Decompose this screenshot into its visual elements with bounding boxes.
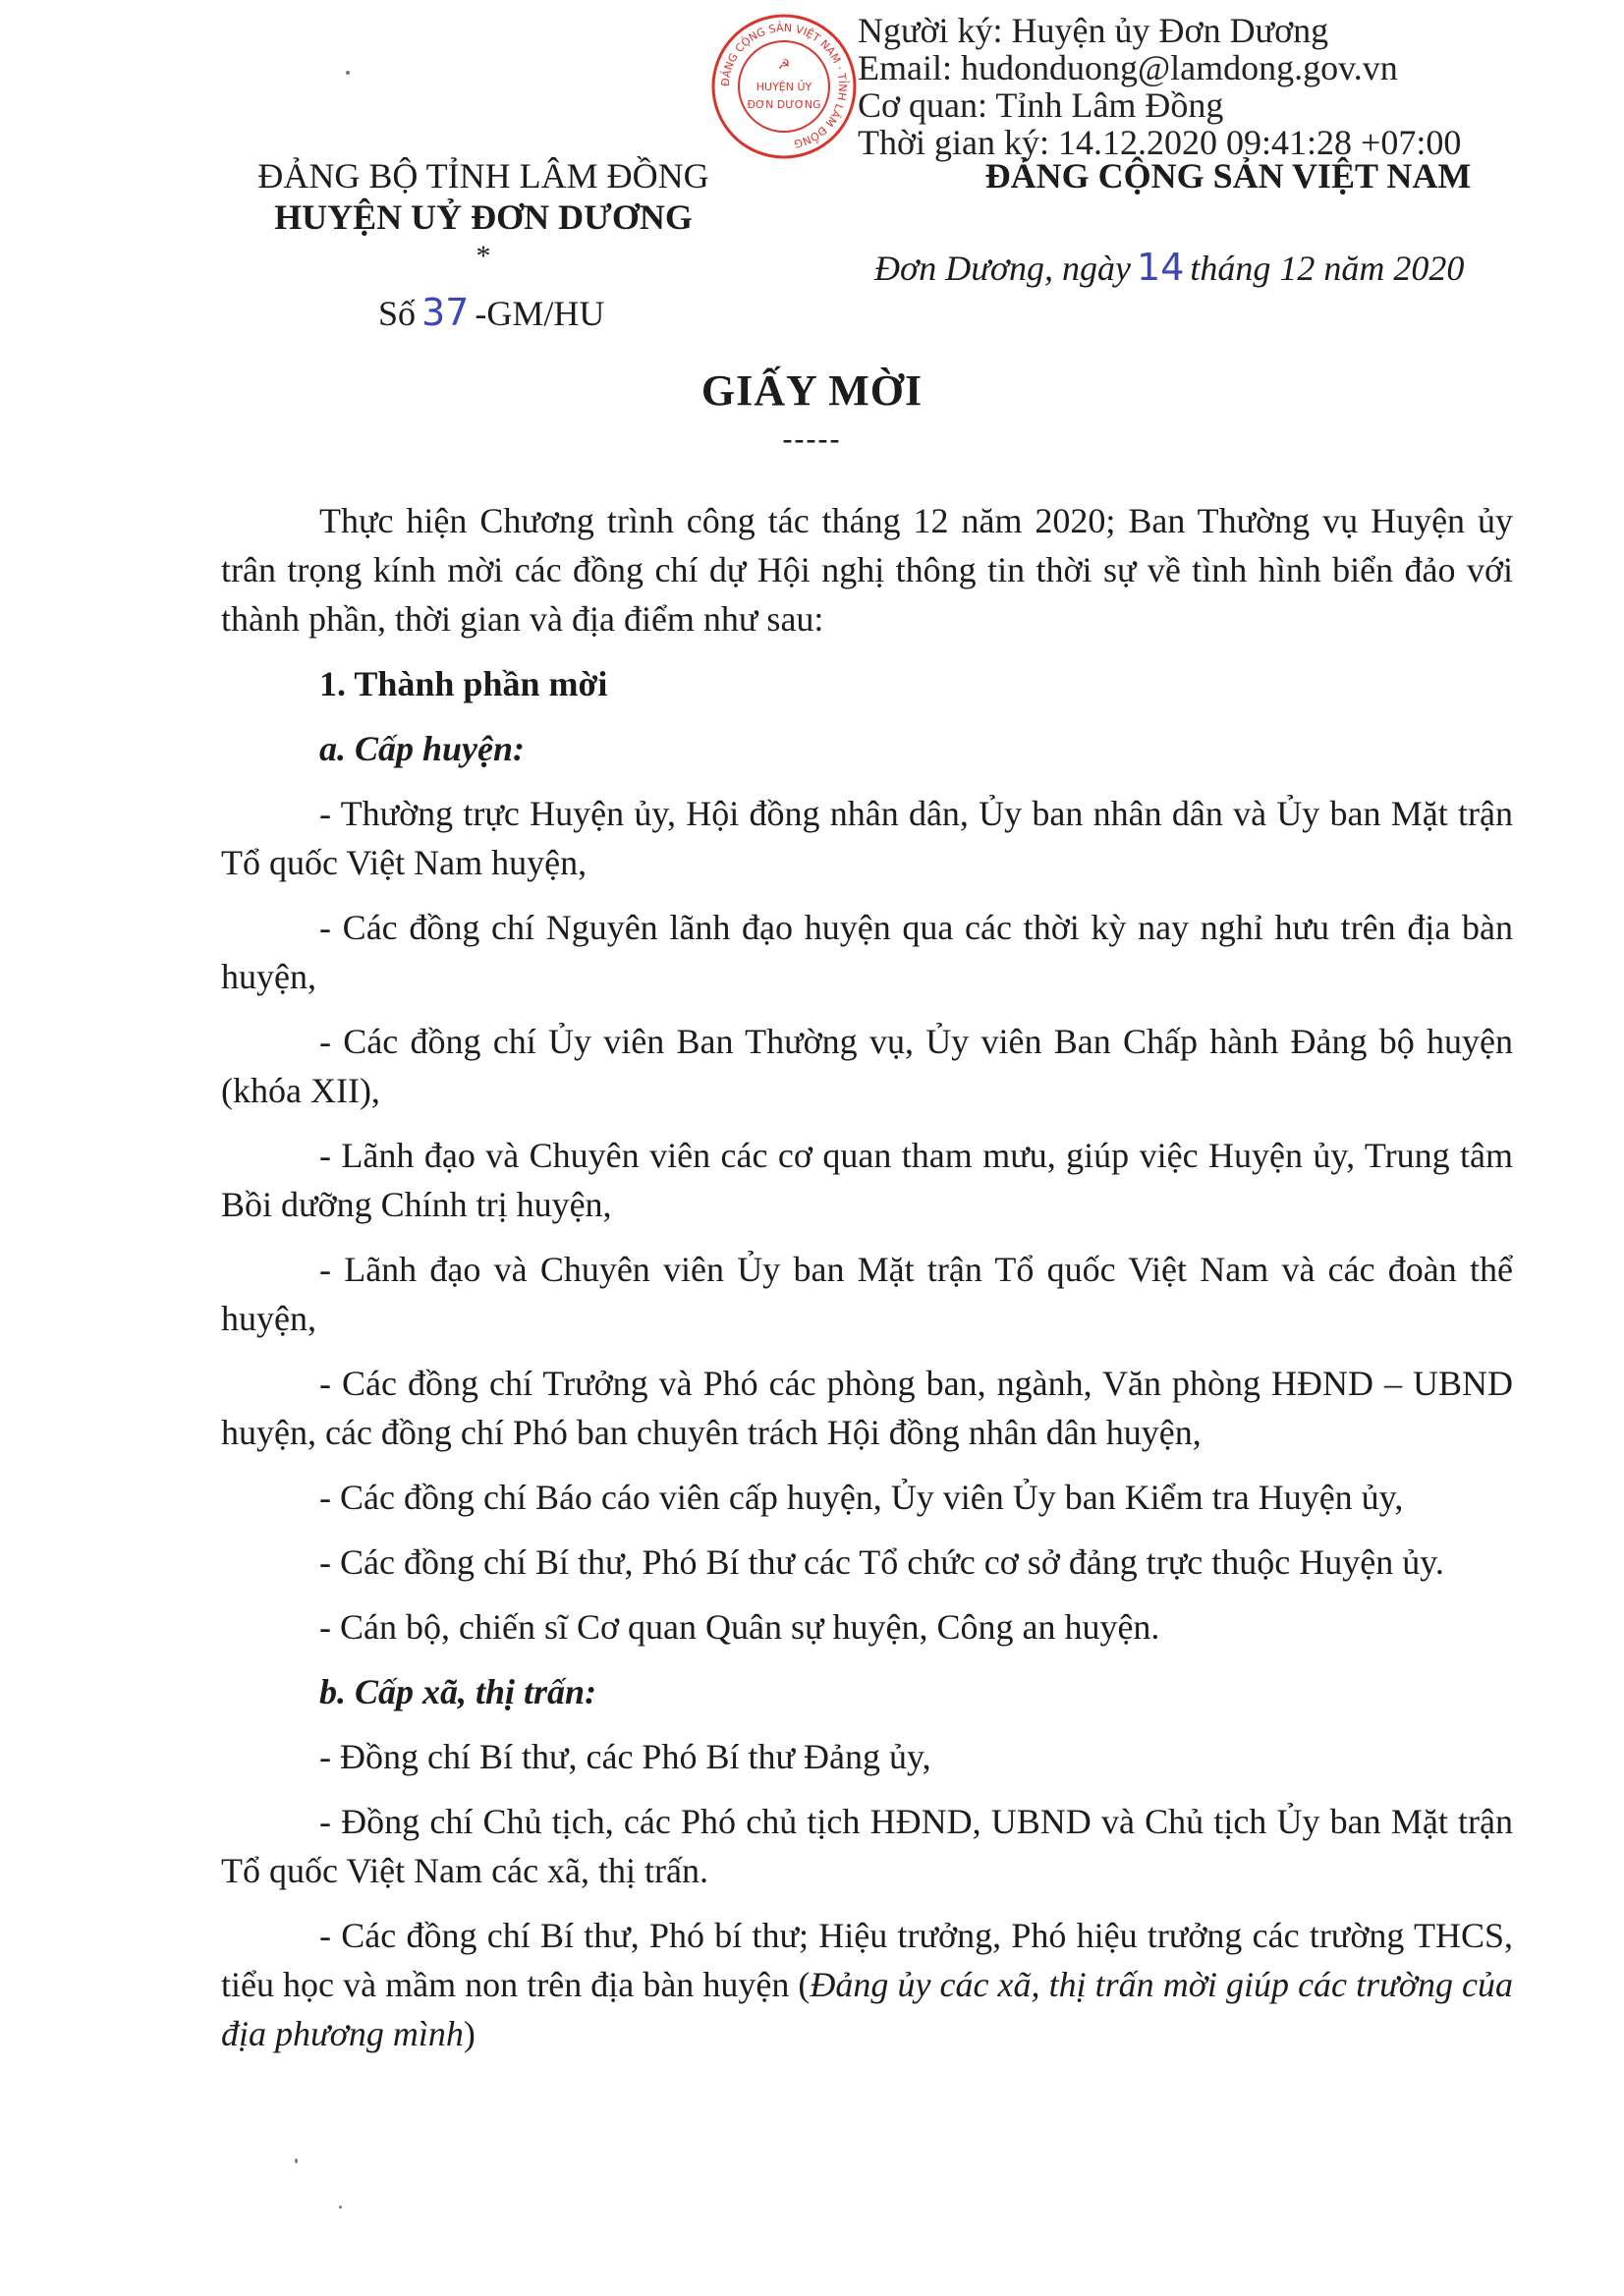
commune-invitee-item: - Đồng chí Chủ tịch, các Phó chủ tịch HĐND, UBND và Chủ tịch Ủy ban Mặt trận Tổ quốc Việt Nam các xã, thị trấn.: [221, 1802, 1513, 1890]
header-left-star: *: [476, 240, 491, 272]
intro-paragraph: Thực hiện Chương trình công tác tháng 12 năm 2020; Ban Thường vụ Huyện ủy trân trọng kính mời các đồng chí dự Hội nghị thông tin thời sự về tình hình biển đảo với thành phần, thời gian và địa điểm như sau:: [221, 501, 1513, 639]
district-level-heading: a. Cấp huyện:: [319, 729, 526, 768]
header-left-party-committee: ĐẢNG BỘ TỈNH LÂM ĐỒNG: [257, 156, 709, 196]
district-invitee-item: - Các đồng chí Ủy viên Ban Thường vụ, Ủy viên Ban Chấp hành Đảng bộ huyện (khóa XII),: [221, 1022, 1513, 1110]
header-right-party-name: ĐẢNG CỘNG SẢN VIỆT NAM: [984, 156, 1472, 196]
document-number-suffix: -GM/HU: [475, 294, 605, 333]
document-title: GIẤY MỜI: [700, 366, 924, 415]
district-invitee-item: - Các đồng chí Nguyên lãnh đạo huyện qua các thời kỳ nay nghỉ hưu trên địa bàn huyện,: [221, 908, 1513, 996]
district-invitee-item: - Thường trực Huyện ủy, Hội đồng nhân dân, Ủy ban nhân dân và Ủy ban Mặt trận Tổ quốc Việt Nam huyện,: [221, 794, 1513, 882]
schools-item-close: ): [463, 2014, 476, 2053]
district-invitee-item: - Các đồng chí Trưởng và Phó các phòng ban, ngành, Văn phòng HĐND – UBND huyện, các đồng chí Phó ban chuyên trách Hội đồng nhân dân huyện,: [221, 1364, 1513, 1452]
document-date: [874, 246, 1464, 289]
document-number-prefix: Số: [378, 294, 417, 333]
hammer-sickle-icon: ☭: [777, 57, 791, 73]
schools-item-text: - Các đồng chí Bí thư, Phó bí thư; Hiệu trưởng, Phó hiệu trưởng các trường THCS, tiểu học và mầm non trên địa bàn huyện (: [221, 1916, 1513, 2004]
district-invitee-item: - Các đồng chí Bí thư, Phó Bí thư các Tổ chức cơ sở đảng trực thuộc Huyện ủy.: [319, 1542, 1444, 1582]
signature-time: Thời gian ký: 14.12.2020 09:41:28 +07:00: [858, 123, 1462, 162]
seal-line-2: ĐƠN DƯƠNG: [747, 98, 821, 111]
scan-speck: [339, 2206, 342, 2209]
district-invitee-item: - Các đồng chí Báo cáo viên cấp huyện, Ủy viên Ủy ban Kiểm tra Huyện ủy,: [319, 1478, 1404, 1517]
district-invitee-item: - Cán bộ, chiến sĩ Cơ quan Quân sự huyện, Công an huyện.: [319, 1607, 1160, 1647]
date-suffix: tháng 12 năm 2020: [1190, 249, 1465, 288]
seal-ring-text: ĐẢNG CỘNG SẢN VIỆT NAM · TỈNH LÂM ĐỒNG: [718, 21, 850, 151]
seal-line-1: HUYỆN ỦY: [756, 81, 812, 93]
header-left-district-committee: HUYỆN UỶ ĐƠN DƯƠNG: [274, 197, 693, 237]
date-prefix: Đơn Dương, ngày: [874, 249, 1132, 288]
signature-email: Email: hudonduong@lamdong.gov.vn: [858, 48, 1398, 87]
party-seal-stamp: [707, 10, 861, 163]
signature-signer: Người ký: Huyện ủy Đơn Dương: [858, 11, 1329, 50]
commune-level-heading: b. Cấp xã, thị trấn:: [319, 1672, 597, 1711]
title-separator: -----: [782, 422, 842, 455]
date-day-handwritten: 14: [1137, 246, 1185, 289]
scan-speck: [295, 2158, 298, 2163]
scan-speck: [346, 71, 350, 75]
digital-signature-block: [858, 12, 1461, 161]
district-invitee-item: - Lãnh đạo và Chuyên viên Ủy ban Mặt trận Tổ quốc Việt Nam và các đoàn thể huyện,: [221, 1250, 1513, 1338]
signature-agency: Cơ quan: Tỉnh Lâm Đồng: [858, 85, 1224, 125]
district-invitee-item: - Lãnh đạo và Chuyên viên các cơ quan tham mưu, giúp việc Huyện ủy, Trung tâm Bồi dưỡng Chính trị huyện,: [221, 1136, 1513, 1224]
section-1-heading: 1. Thành phần mời: [319, 664, 608, 703]
document-number: [378, 291, 604, 334]
schools-item-note: Đảng ủy các xã, thị trấn mời giúp các trường của địa phương mình: [221, 1965, 1513, 2053]
document-body: [221, 496, 1513, 2058]
commune-invitee-item-schools: [221, 1911, 1513, 2058]
document-number-handwritten: 37: [421, 291, 470, 334]
commune-invitee-item: - Đồng chí Bí thư, các Phó Bí thư Đảng ủy,: [319, 1737, 931, 1776]
